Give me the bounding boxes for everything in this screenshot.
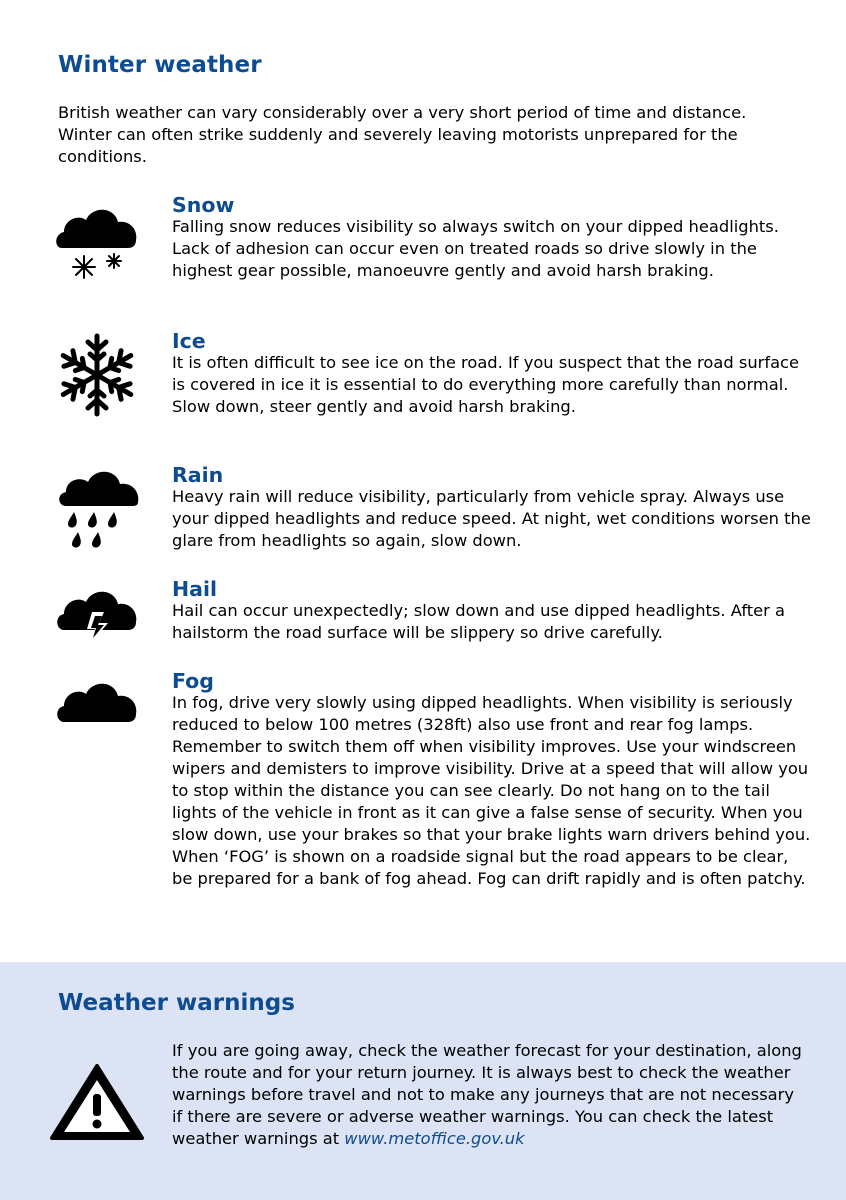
metoffice-link[interactable]: www.metoffice.gov.uk <box>344 1129 525 1148</box>
section-title: Ice <box>172 329 206 353</box>
section-body: Hail can occur unexpectedly; slow down and use dipped headlights. After a hailstorm the road surface will be slippery so drive carefully. <box>172 601 786 642</box>
intro-paragraph: British weather can vary considerably over a very short period of time and distance. Winter can often strike suddenly and severely leaving motorists unprepared for the conditions. <box>58 103 747 166</box>
section-body: It is often difficult to see ice on the road. If you suspect that the road surface is covered in ice it is essential to do everything more carefully than normal. Slow down, steer gently and avoid harsh braking. <box>172 353 800 416</box>
warnings-text: If you are going away, check the weather forecast for your destination, along the route and for your return journey. It is always best to check the weather warnings before travel and not to make any journeys that are not necessary if there are severe or adverse weather warnings. You can check the latest weather warnings at <box>172 1041 802 1148</box>
section-title: Rain <box>172 463 224 487</box>
section-title: Snow <box>172 193 235 217</box>
section-title: Hail <box>172 577 218 601</box>
snowflake-icon <box>52 330 142 420</box>
warnings-title: Weather warnings <box>58 990 295 1016</box>
warning-triangle-icon <box>48 1062 146 1142</box>
section-body: In fog, drive very slowly using dipped headlights. When visibility is seriously reduced to below 100 metres (328ft) also use front and rear fog lamps. Remember to switch them off when visibility improves. Use your windscreen wipers and demisters to improve visibility. Drive at a speed that will allow you to stop within the distance you can see clearly. Do not hang on to the tail lights of the vehicle in front as it can give a false sense of security. When you slow down, use your brakes so that your brake lights warn drivers behind you. When ‘FOG’ is shown on a roadside signal but the road appears to be clear, be prepared for a bank of fog ahead. Fog can drift rapidly and is often patchy. <box>172 693 811 888</box>
rain-cloud-icon <box>52 462 142 552</box>
warnings-body <box>172 1040 802 1150</box>
storm-cloud-icon <box>52 580 142 670</box>
snow-cloud-icon <box>52 196 142 286</box>
cloud-icon <box>52 672 142 762</box>
weather-warnings-panel <box>0 962 846 1200</box>
section-body: Falling snow reduces visibility so always switch on your dipped headlights. Lack of adhesion can occur even on treated roads so drive slowly in the highest gear possible, manoeuvre gently and avoid harsh braking. <box>172 217 779 280</box>
section-title: Fog <box>172 669 214 693</box>
page-title: Winter weather <box>58 52 262 78</box>
section-body: Heavy rain will reduce visibility, particularly from vehicle spray. Always use your dipped headlights and reduce speed. At night, wet conditions worsen the glare from headlights so again, slow down. <box>172 487 811 550</box>
